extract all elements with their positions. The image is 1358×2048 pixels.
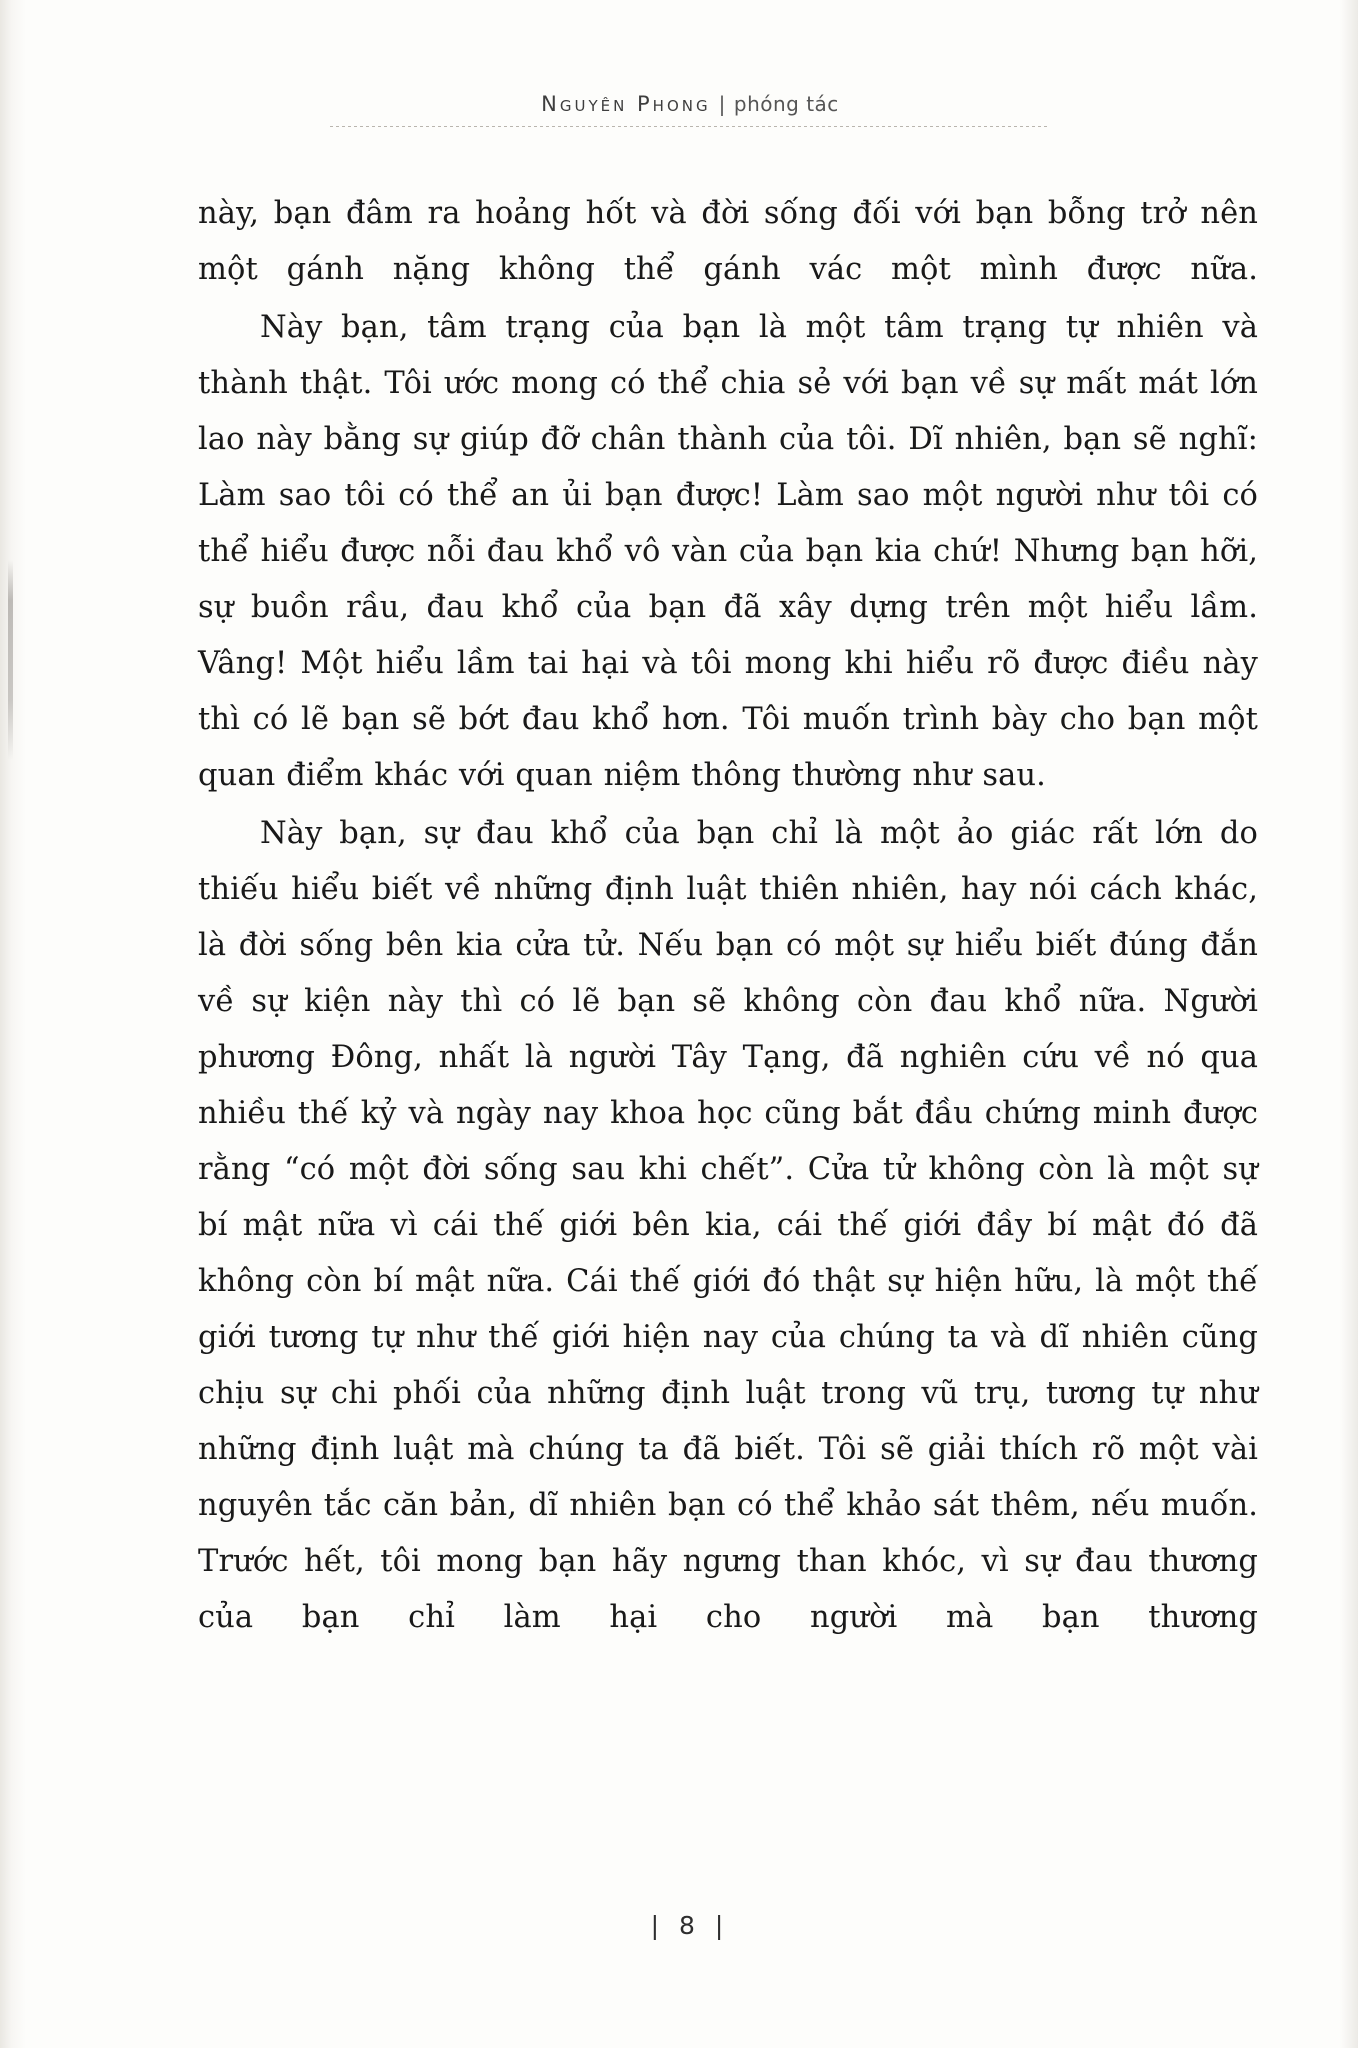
page-folio xyxy=(190,1911,1190,1940)
paragraph-3: Này bạn, sự đau khổ của bạn chỉ là một ảo giác rất lớn do thiếu hiểu biết về những định luật thiên nhiên, hay nói cách khác, là đời sống bên kia cửa tử. Nếu bạn có một sự hiểu biết đúng đắn về sự kiện này thì có lẽ bạn sẽ không còn đau khổ nữa. Người phương Đông, nhất là người Tây Tạng, đã nghiên cứu về nó qua nhiều thế kỷ và ngày nay khoa học cũng bắt đầu chứng minh được rằng “có một đời sống sau khi chết”. Cửa tử không còn là một sự bí mật nữa vì cái thế giới bên kia, cái thế giới đầy bí mật đó đã không còn bí mật nữa. Cái thế giới đó thật sự hiện hữu, là một thế giới tương tự như thế giới hiện nay của chúng ta và dĩ nhiên cũng chịu sự chi phối của những định luật trong vũ trụ, tương tự như những định luật mà chúng ta đã biết. Tôi sẽ giải thích rõ một vài nguyên tắc căn bản, dĩ nhiên bạn có thể khảo sát thêm, nếu muốn. Trước hết, tôi mong bạn hãy ngưng than khóc, vì sự đau thương của bạn chỉ làm hại cho người mà bạn thương xyxy=(198,816,1258,1635)
paragraph-1: này, bạn đâm ra hoảng hốt và đời sống đối với bạn bỗng trở nên một gánh nặng không thể gánh vác một mình được nữa. xyxy=(198,196,1258,287)
page-content xyxy=(190,0,1270,2048)
scan-artifact-mark xyxy=(8,560,13,760)
running-head-role: phóng tác xyxy=(733,92,839,116)
paragraph-2: Này bạn, tâm trạng của bạn là một tâm trạng tự nhiên và thành thật. Tôi ước mong có thể chia sẻ với bạn về sự mất mát lớn lao này bằng sự giúp đỡ chân thành của tôi. Dĩ nhiên, bạn sẽ nghĩ: Làm sao tôi có thể an ủi bạn được! Làm sao một người như tôi có thể hiểu được nỗi đau khổ vô vàn của bạn kia chứ! Nhưng bạn hỡi, sự buồn rầu, đau khổ của bạn đã xây dựng trên một hiểu lầm. Vâng! Một hiểu lầm tai hại và tôi mong khi hiểu rõ được điều này thì có lẽ bạn sẽ bớt đau khổ hơn. Tôi muốn trình bày cho bạn một quan điểm khác với quan niệm thông thường như sau. xyxy=(198,310,1258,793)
page-number: | 8 | xyxy=(650,1911,730,1940)
scan-edge-left xyxy=(0,0,26,2048)
header-divider xyxy=(330,126,1050,127)
running-head-separator: | xyxy=(718,92,726,116)
running-head-line xyxy=(541,92,839,116)
running-head xyxy=(190,92,1190,116)
running-head-author: Nguyên Phong xyxy=(541,92,711,116)
body-text xyxy=(198,186,1258,1648)
scan-edge-right xyxy=(1340,0,1358,2048)
